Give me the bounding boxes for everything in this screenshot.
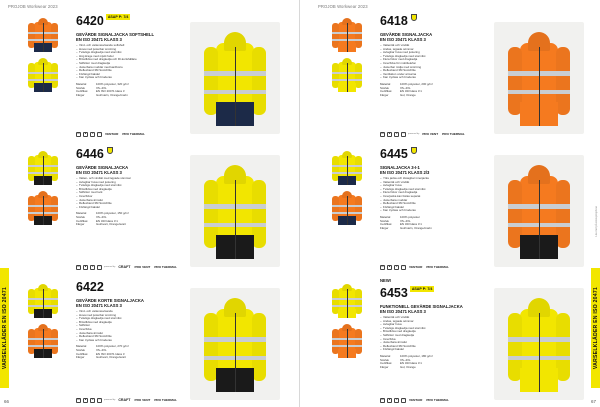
spec-value: 100% polyester	[400, 215, 420, 219]
care-symbol-icon: ≡	[395, 264, 398, 268]
spec-label: Storlek	[76, 348, 85, 353]
product-card-6420	[14, 12, 286, 140]
new-tag: NEW!	[380, 278, 392, 283]
thumbnail-jacket-0-zipper	[347, 23, 348, 52]
spec-label: Certifikat	[380, 89, 392, 94]
thumbnail-jacket-0	[332, 284, 362, 318]
product-text	[76, 278, 184, 406]
feature-item: – Tvåvägs dragkedja med stormlist	[380, 188, 488, 192]
product-card-6453	[318, 278, 590, 406]
product-standard: EN ISO 20471 KLASS 3	[380, 309, 426, 314]
feature-list	[76, 44, 184, 80]
spec-label: Färger	[380, 93, 389, 98]
spec-row	[76, 356, 184, 360]
feature-item: – Vind- och vattenavvisande	[76, 310, 184, 314]
spec-value: XS–4XL	[400, 358, 411, 362]
product-card-6446	[14, 145, 286, 273]
side-tab-left: VARSELKLÄDER EN ISO 20471	[0, 268, 9, 388]
product-card-6445	[318, 145, 590, 273]
page-number-right: 67	[590, 399, 596, 404]
care-symbol-icon: □	[98, 397, 101, 401]
care-symbol-icon: □	[98, 131, 101, 135]
product-card-6418	[318, 12, 590, 140]
product-code-row	[380, 12, 488, 30]
feature-item: – Bröstficka med dragkedja	[76, 188, 184, 192]
brand-logo: PRO THERMAL	[154, 398, 178, 402]
product-code-row	[76, 278, 184, 296]
feature-item: – Sidfickor	[76, 324, 184, 328]
product-name: GEVÄRDE KORTE SIGNALJACKA	[76, 298, 144, 303]
product-photo	[190, 155, 280, 267]
main-jacket	[508, 298, 570, 392]
brand-logo: PRO THERMAL	[426, 398, 450, 402]
main-jacket-zipper	[539, 180, 540, 259]
feature-item: – Reflexband 3M Scotchlite	[76, 202, 184, 206]
spec-label: Färger	[380, 226, 389, 231]
product-code-row	[380, 284, 488, 302]
spec-label: Storlek	[380, 85, 389, 90]
brand-logo: CRAFT	[118, 398, 131, 402]
thumbnail-jacket-0	[28, 284, 58, 318]
spec-table	[380, 83, 488, 98]
spec-value: XS–4XL	[96, 86, 107, 90]
thumbnail-jacket-1	[28, 191, 58, 225]
main-jacket	[508, 32, 570, 126]
spec-label: Färger	[76, 222, 85, 227]
spec-value: 100% polyester, 150 g/m²	[96, 212, 129, 216]
brand-logo: PRO VENT	[134, 265, 151, 269]
spec-value: 100% polyester, 270 g/m²	[96, 345, 129, 349]
care-symbol-icon: 40	[381, 397, 384, 401]
product-name: GEVÄRDE SIGNALJACKA	[76, 165, 129, 170]
spec-table	[76, 83, 184, 98]
feature-item: – Tvåvägs dragkedja med stormlist	[76, 317, 184, 321]
thumbnail-jacket-0-sleeve-r	[51, 156, 58, 180]
main-jacket-sleeve-r	[556, 313, 570, 381]
product-code: 6422	[76, 280, 104, 294]
thumbnail-jacket-0	[332, 18, 362, 52]
care-symbol-icon: ≡	[91, 397, 94, 401]
care-symbol-icon: ≡	[91, 264, 94, 268]
feature-item: – Vattentät och vindtät	[380, 44, 488, 48]
product-code: 6420	[76, 14, 104, 28]
feature-item: – Kan tryckas och broderas	[76, 339, 184, 343]
spec-row	[380, 366, 488, 370]
thumbnail-jacket-1	[332, 191, 362, 225]
care-and-logo-row	[76, 129, 184, 139]
care-symbol-icon: ≡	[395, 397, 398, 401]
main-jacket	[204, 165, 266, 259]
thumbnail-jacket-1	[28, 58, 58, 92]
asap-badge: ASAP P: 7/4	[411, 287, 433, 291]
spec-value: EN 343 klass 3:1	[400, 362, 422, 366]
feature-item: – Sidfickor med dragkedja	[380, 334, 488, 338]
thumbnail-jacket-1	[332, 324, 362, 358]
product-photo	[190, 288, 280, 400]
feature-item: – Bröstficka med dragkedja	[380, 330, 488, 334]
feature-item: – Justerbara muddar med kardborre	[76, 66, 184, 70]
spec-table	[76, 345, 184, 360]
care-symbol-icon: 40	[77, 264, 80, 268]
care-symbol-icon: □	[402, 397, 405, 401]
main-jacket	[204, 32, 266, 126]
feature-item: – Tvåvägs dragkedja med stormlist	[76, 51, 184, 55]
spec-label: Storlek	[76, 215, 85, 220]
care-and-logo-row	[380, 129, 488, 139]
care-symbol-icon: □	[402, 131, 405, 135]
product-thumbnails	[318, 145, 378, 273]
feature-item: – Reflexband 3M Scotchlite	[380, 345, 488, 349]
feature-item: – Förlängd bakdel	[380, 206, 488, 210]
feature-item: – Innerficka för mobiltelefon	[380, 62, 488, 66]
spec-label: Material	[76, 81, 87, 86]
main-jacket-sleeve-r	[252, 313, 266, 381]
product-name: GEVÄRDE SIGNALJACKA	[380, 32, 433, 37]
feature-item: – Förlängd bakdel	[76, 73, 184, 77]
feature-item: – Justerbara ärmslut	[76, 332, 184, 336]
spec-value: EN ISO 20471 klass 3	[96, 90, 125, 94]
feature-item: – Bröstficka med dragkedja	[76, 321, 184, 325]
feature-item: – Yttre jacka och löstagbar innerjacka	[380, 177, 488, 181]
product-text	[380, 12, 488, 140]
spec-value: Gul/marin, Orange/marin	[400, 227, 432, 231]
thumbnail-jacket-1	[332, 58, 362, 92]
spec-label: Certifikat	[76, 89, 88, 94]
care-symbol-icon: □	[402, 264, 405, 268]
product-code-row	[76, 145, 184, 163]
feature-item: – Kan tryckas och broderas	[76, 76, 184, 80]
thumbnail-jacket-1-sleeve-r	[51, 63, 58, 87]
product-text	[380, 278, 488, 406]
main-jacket-sleeve-r	[252, 180, 266, 248]
feature-item: – Innerficka	[76, 328, 184, 332]
spec-value: 100% polyester, 200 g/m²	[400, 82, 433, 86]
spec-label: Material	[76, 344, 87, 349]
thumbnail-jacket-0-sleeve-r	[355, 156, 362, 180]
spec-label: Material	[380, 214, 391, 219]
feature-list	[76, 310, 184, 342]
spec-table	[380, 355, 488, 370]
side-tab-right: VARSELKLÄDER EN ISO 20471	[591, 268, 600, 388]
feature-item: – Avtagbar huva	[380, 184, 488, 188]
spec-value: 100% polyester, 180 g/m²	[400, 354, 433, 358]
product-photo	[494, 288, 584, 400]
care-symbol-icon: ▲	[84, 397, 87, 401]
feature-item: – Vatten- och vindtät med tejpade sömmar	[76, 177, 184, 181]
spec-label: Material	[380, 353, 391, 358]
care-symbol-icon: 40	[381, 264, 384, 268]
spec-label: Storlek	[76, 85, 85, 90]
feature-item: – Vind- och vattenavvisande softshell	[76, 44, 184, 48]
product-standard: EN ISO 20471 KLASS 3	[380, 37, 426, 42]
spec-value: XS–4XL	[96, 349, 107, 353]
product-text	[76, 12, 184, 140]
spec-row	[76, 94, 184, 98]
brand-logo: VENTAIR	[105, 132, 119, 136]
powered-by-label: powered by	[104, 266, 116, 268]
page-number-left: 66	[4, 399, 10, 404]
thumbnail-jacket-0-zipper	[43, 23, 44, 52]
spec-label: Certifikat	[76, 218, 88, 223]
care-symbol-icon: ≡	[395, 131, 398, 135]
feature-item: – Avtagbar huva med justering	[76, 181, 184, 185]
brand-logo: PRO THERMAL	[154, 265, 178, 269]
feature-item: – Reflexband 3M Scotchlite	[76, 69, 184, 73]
thumbnail-jacket-1-sleeve-r	[355, 63, 362, 87]
feature-item: – Innerficka	[380, 338, 488, 342]
product-name: SIGNALJACKA 3-I-1	[380, 165, 420, 170]
spec-row	[380, 227, 488, 231]
feature-item: – Justerbara ärmslut	[76, 199, 184, 203]
product-name: FUNKTIONELL GEVÄRDE SIGNALJACKA	[380, 304, 463, 309]
spec-label: Material	[380, 81, 391, 86]
main-jacket-zipper	[539, 47, 540, 126]
care-symbol-icon: ≡	[91, 131, 94, 135]
care-symbol-icon: 40	[381, 131, 384, 135]
care-symbol-icon: 40	[77, 397, 80, 401]
main-jacket	[204, 298, 266, 392]
product-code: 6445	[380, 147, 408, 161]
feature-item: – Huva med justerbar snörning	[76, 314, 184, 318]
thumbnail-jacket-0	[28, 18, 58, 52]
product-thumbnails	[14, 278, 74, 406]
thumbnail-jacket-0	[28, 151, 58, 185]
feature-list	[380, 44, 488, 80]
product-text	[76, 145, 184, 273]
asap-badge: ASAP P: 7/4	[107, 15, 129, 19]
feature-item: – Avtagbar huva	[380, 323, 488, 327]
feature-item: – Tvåvägs dragkedja med stormlist	[380, 55, 488, 59]
brand-logo: PRO THERMAL	[442, 132, 465, 136]
feature-item: – Andas, tejpade sömmar	[380, 48, 488, 52]
spec-value: Gul/svart, Orange/svart	[96, 223, 126, 227]
thumbnail-jacket-0-sleeve-r	[51, 289, 58, 313]
care-symbol-icon: ▲	[84, 131, 87, 135]
care-symbol-icon: ▲	[388, 397, 391, 401]
thumbnail-jacket-1-sleeve-r	[51, 196, 58, 220]
product-text	[380, 145, 488, 273]
product-code: 6446	[76, 147, 104, 161]
spec-value: XS–4XL	[400, 86, 411, 90]
thumbnail-jacket-1-zipper	[43, 329, 44, 358]
care-symbol-icon: ▲	[84, 264, 87, 268]
product-thumbnails	[14, 12, 74, 140]
feature-item: – Innerfickor	[76, 195, 184, 199]
feature-list	[76, 177, 184, 209]
spec-label: Färger	[380, 365, 389, 370]
thumbnail-jacket-0-zipper	[43, 289, 44, 318]
product-thumbnails	[318, 12, 378, 140]
feature-item: – Justerbara muddar	[380, 199, 488, 203]
spec-value: Gul, Orange	[400, 366, 416, 370]
thumbnail-jacket-1-sleeve-r	[355, 196, 362, 220]
certification-shield-icon	[107, 147, 113, 154]
care-symbol-icon: □	[98, 264, 101, 268]
spec-label: Färger	[76, 355, 85, 360]
product-code-row	[380, 145, 488, 163]
brand-logo: CRAFT	[118, 265, 131, 269]
spec-label: Certifikat	[380, 222, 392, 227]
thumbnail-jacket-1-zipper	[43, 63, 44, 92]
product-code: 6453	[380, 286, 408, 300]
feature-item: – Andas, tejpade sömmar	[380, 320, 488, 324]
spec-value: Gul, Orange	[400, 94, 416, 98]
feature-item: – Förlängd bakdel	[76, 206, 184, 210]
spec-table	[76, 212, 184, 227]
product-thumbnails	[318, 278, 378, 406]
feature-item: – Flera fickor med dragkedja	[380, 58, 488, 62]
feature-item: – Sidfickor med lock	[76, 191, 184, 195]
spec-label: Färger	[76, 93, 85, 98]
brand-logo: PRO THERMAL	[426, 265, 450, 269]
spec-value: EN 343 klass 3:1	[96, 219, 118, 223]
main-jacket-sleeve-r	[556, 47, 570, 115]
spec-value: Gul/svart, Orange/svart	[96, 356, 126, 360]
spec-value: EN 343 klass 3:1	[400, 223, 422, 227]
product-name: GEVÄRDE SIGNALJACKA SOFTSHELL	[76, 32, 155, 37]
side-note: Läs mer på www.projob.se	[595, 206, 598, 237]
thumbnail-jacket-0	[332, 151, 362, 185]
spec-row	[380, 94, 488, 98]
feature-item: – Reflexband 3M Scotchlite	[380, 69, 488, 73]
brand-logo: VENTAIR	[409, 398, 423, 402]
certification-shield-icon	[411, 147, 417, 154]
spec-label: Storlek	[380, 218, 389, 223]
thumbnail-jacket-1-sleeve-r	[51, 329, 58, 353]
spec-value: EN ISO 20471 klass 3	[96, 352, 125, 356]
spec-value: XS–4XL	[96, 216, 107, 220]
product-code-row	[76, 12, 184, 30]
powered-by-label: powered by	[104, 399, 116, 401]
main-jacket-zipper	[235, 313, 236, 392]
main-jacket-zipper	[539, 313, 540, 392]
spec-row	[76, 223, 184, 227]
feature-item: – Avtagbar huva med justering	[380, 51, 488, 55]
care-symbol-icon: 40	[77, 131, 80, 135]
running-header-left: PROJOB Workwear 2023	[8, 4, 58, 9]
feature-item: – Vattentät och vindtät	[380, 181, 488, 185]
feature-item: – Hög krage med mjukt foder	[76, 55, 184, 59]
feature-item: – Huva med justerbar snörning	[76, 48, 184, 52]
powered-by-label: powered by	[408, 133, 420, 135]
product-code: 6418	[380, 14, 408, 28]
spec-label: Certifikat	[76, 351, 88, 356]
product-standard: EN ISO 20471 KLASS 3	[76, 37, 122, 42]
product-standard: EN ISO 20471 KLASS 3	[76, 303, 122, 308]
thumbnail-jacket-1-zipper	[347, 63, 348, 92]
main-jacket	[508, 165, 570, 259]
spec-value: 100% polyester, 320 g/m²	[96, 82, 129, 86]
thumbnail-jacket-0-sleeve-r	[51, 23, 58, 47]
thumbnail-jacket-0-zipper	[347, 156, 348, 185]
running-header-right: PROJOB Workwear 2023	[318, 4, 368, 9]
feature-item: – Sidfickor med dragkedja	[76, 62, 184, 66]
thumbnail-jacket-0-zipper	[347, 289, 348, 318]
care-and-logo-row	[380, 262, 488, 272]
care-and-logo-row	[76, 395, 184, 405]
feature-item: – Flera fickor med dragkedja	[380, 191, 488, 195]
feature-list	[380, 316, 488, 352]
feature-item: – Kan tryckas och broderas	[380, 76, 488, 80]
spec-value: Gul/marin, Orange/marin	[96, 94, 128, 98]
product-standard: EN ISO 20471 KLASS 3	[76, 170, 122, 175]
spec-label: Storlek	[380, 357, 389, 362]
care-symbol-icon: ▲	[388, 264, 391, 268]
spec-table	[380, 216, 488, 231]
main-jacket-sleeve-r	[556, 180, 570, 248]
thumbnail-jacket-1-zipper	[347, 329, 348, 358]
feature-item: – Ventilation under armarna	[380, 73, 488, 77]
product-photo	[494, 22, 584, 134]
certification-shield-icon	[411, 14, 417, 21]
feature-item: – Justerbara ärmslut	[380, 341, 488, 345]
feature-list	[380, 177, 488, 213]
thumbnail-jacket-1	[28, 324, 58, 358]
product-standard: EN ISO 20471 KLASS 2/3	[380, 170, 430, 175]
feature-item: – Justerbar midja med snörning	[380, 66, 488, 70]
care-and-logo-row	[76, 262, 184, 272]
spec-value: EN 343 klass 3:1	[400, 90, 422, 94]
product-photo	[190, 22, 280, 134]
spec-label: Certifikat	[380, 361, 392, 366]
thumbnail-jacket-1-zipper	[43, 196, 44, 225]
thumbnail-jacket-0-sleeve-r	[355, 289, 362, 313]
brand-logo: PRO VENT	[422, 132, 439, 136]
main-jacket-sleeve-r	[252, 47, 266, 115]
thumbnail-jacket-1-sleeve-r	[355, 329, 362, 353]
main-jacket-zipper	[235, 47, 236, 126]
thumbnail-jacket-0-zipper	[43, 156, 44, 185]
product-thumbnails	[14, 145, 74, 273]
feature-item: – Reflexband 3M Scotchlite	[76, 335, 184, 339]
main-jacket-zipper	[235, 180, 236, 259]
brand-logo: PRO VENT	[134, 398, 151, 402]
thumbnail-jacket-0-sleeve-r	[355, 23, 362, 47]
brand-logo: PRO THERMAL	[122, 132, 146, 136]
product-photo	[494, 155, 584, 267]
feature-item: – Kan tryckas och broderas	[380, 209, 488, 213]
brand-logo: VENTAIR	[409, 265, 423, 269]
feature-item: – Innerjacka kan bäras separat	[380, 195, 488, 199]
care-symbol-icon: ▲	[388, 131, 391, 135]
product-card-6422	[14, 278, 286, 406]
feature-item: – Reflexband 3M Scotchlite	[380, 202, 488, 206]
feature-item: – Vattentät och vindtät	[380, 316, 488, 320]
feature-item: – Tvåvägs dragkedja med stormlist	[76, 184, 184, 188]
care-and-logo-row	[380, 395, 488, 405]
feature-item: – Förlängd bakdel	[380, 348, 488, 352]
spec-value: XS–4XL	[400, 219, 411, 223]
feature-item: – Bröstficka med dragkedja och ID-kortshållare	[76, 58, 184, 62]
spec-label: Material	[76, 211, 87, 216]
thumbnail-jacket-1-zipper	[347, 196, 348, 225]
feature-item: – Tvåvägs dragkedja med stormlist	[380, 327, 488, 331]
